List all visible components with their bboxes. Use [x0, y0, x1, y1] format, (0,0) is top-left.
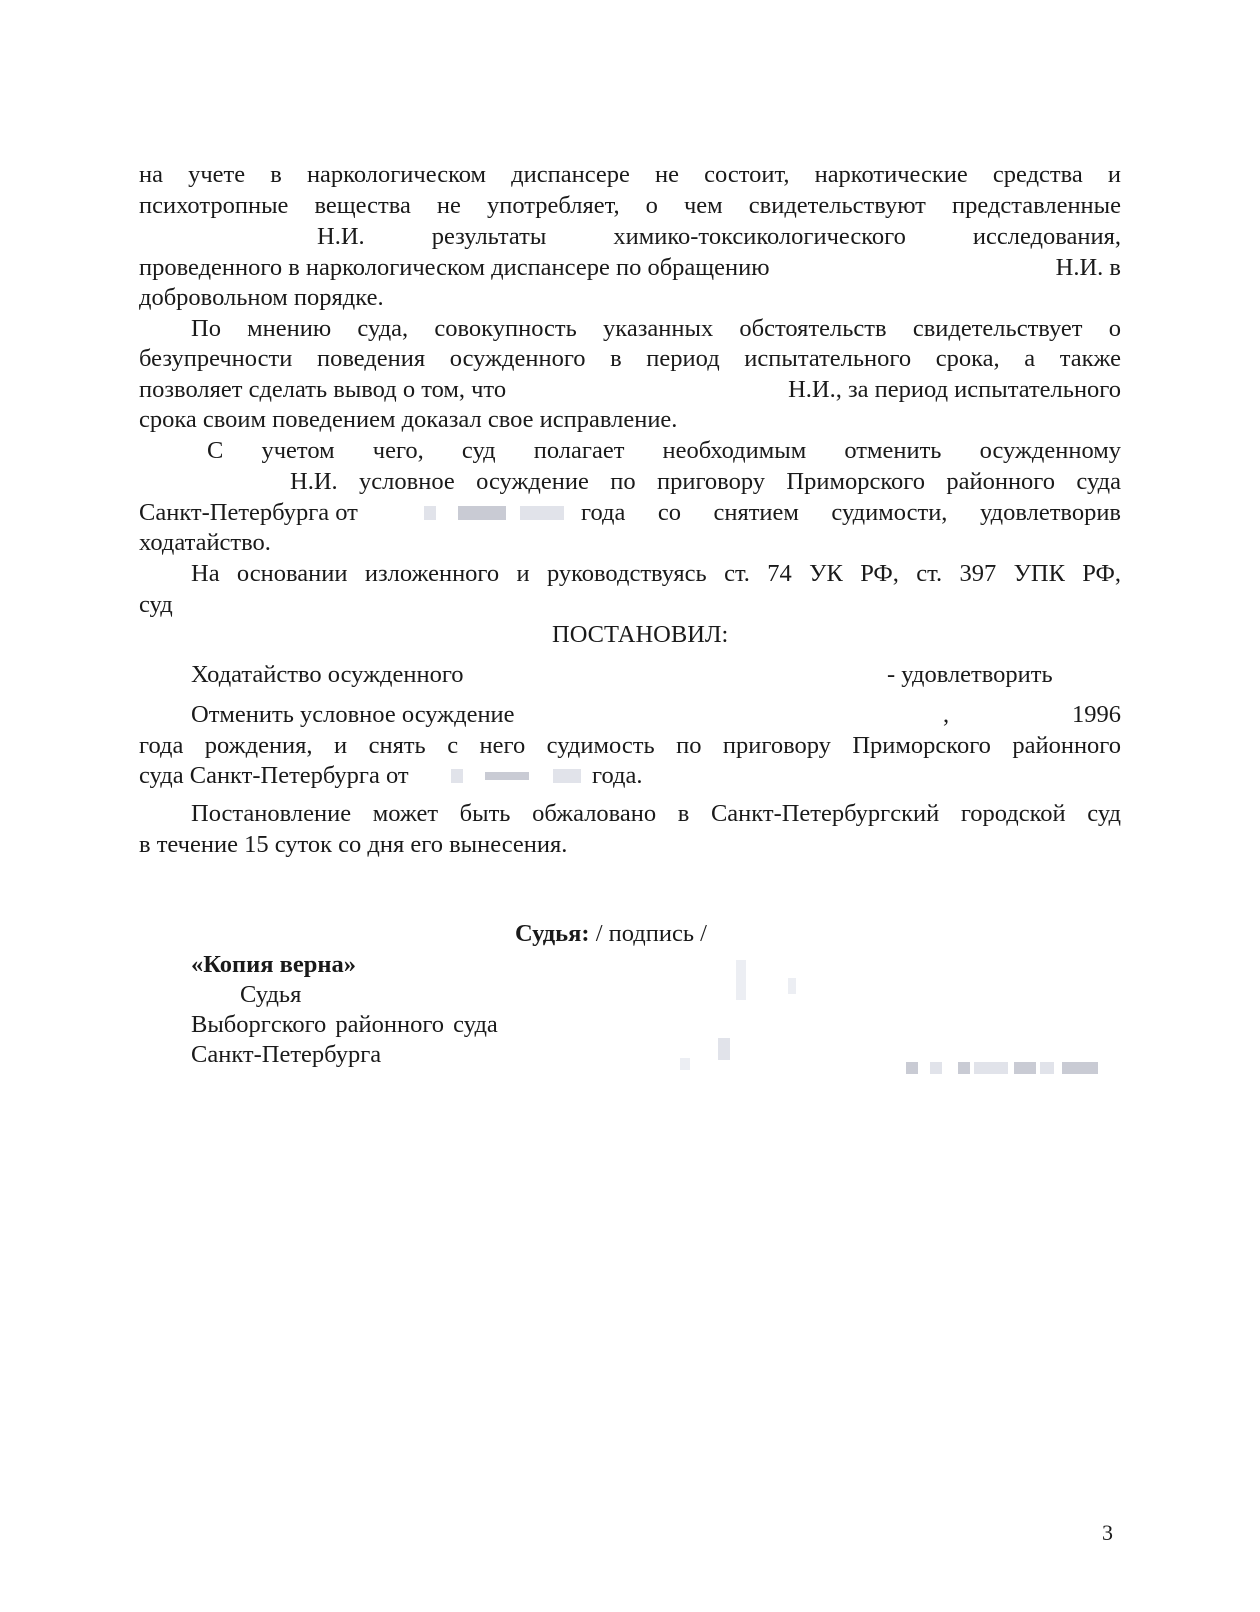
- decision-2-line-2: года рождения, и снять с него судимость по приговору Приморского районного: [139, 732, 1121, 759]
- p1-line-3: Н.И. результаты химико-токсикологического исследования,: [317, 223, 1121, 250]
- redaction-block: [788, 978, 796, 994]
- redaction-block: [1040, 1062, 1054, 1074]
- redaction-block: [451, 769, 463, 783]
- p2-line-2: безупречности поведения осужденного в период испытательного срока, а также: [139, 345, 1121, 372]
- redaction-block: [718, 1038, 730, 1060]
- decision-heading: ПОСТАНОВИЛ:: [552, 621, 729, 648]
- redaction-block: [1014, 1062, 1036, 1074]
- redaction-block: [974, 1062, 1008, 1074]
- page-number: 3: [1102, 1520, 1113, 1545]
- decision-3-line-2: в течение 15 суток со дня его вынесения.: [139, 831, 568, 858]
- decision-2-line-3-end: года.: [592, 762, 643, 789]
- p3-line-3-end: года со снятием судимости, удовлетворив: [581, 499, 1121, 526]
- redaction-block: [553, 769, 581, 783]
- redaction-block: [906, 1062, 918, 1074]
- decision-2-comma: ,: [943, 701, 950, 728]
- redaction-block: [520, 506, 564, 520]
- signature-placeholder: / подпись /: [595, 920, 707, 947]
- decision-2-year: 1996: [1072, 701, 1121, 728]
- p1-line-2: психотропные вещества не употребляет, о чем свидетельствуют представленные: [139, 192, 1121, 219]
- p1-line-4: проведенного в наркологическом диспансере по обращению: [139, 254, 770, 281]
- redaction-block: [958, 1062, 970, 1074]
- p3-line-1: С учетом чего, суд полагает необходимым отменить осужденному: [207, 437, 1121, 464]
- p2-line-3: позволяет сделать вывод о том, что: [139, 376, 507, 403]
- p3-line-3: Санкт-Петербурга от: [139, 499, 358, 526]
- p1-line-5: добровольном порядке.: [139, 284, 384, 311]
- p4-line-2: суд: [139, 591, 173, 618]
- decision-1-left: Ходатайство осужденного: [191, 661, 464, 688]
- p4-line-1: На основании изложенного и руководствуясь ст. 74 УК РФ, ст. 397 УПК РФ,: [191, 560, 1121, 587]
- certifier-court: Выборгского районного суда: [191, 1011, 498, 1038]
- decision-1-right: - удовлетворить: [887, 661, 1053, 688]
- p2-line-4: срока своим поведением доказал свое исправление.: [139, 406, 678, 433]
- decision-3-line-1: Постановление может быть обжаловано в Санкт-Петербургский городской суд: [191, 800, 1121, 827]
- redaction-block: [485, 772, 529, 780]
- p2-line-3-end: Н.И., за период испытательного: [788, 376, 1121, 403]
- p1-line-4-end: Н.И. в: [1055, 254, 1121, 281]
- p3-line-4: ходатайство.: [139, 529, 271, 556]
- p1-line-1: на учете в наркологическом диспансере не состоит, наркотические средства и: [139, 161, 1121, 188]
- judge-label: Судья:: [515, 920, 590, 947]
- redaction-block: [930, 1062, 942, 1074]
- certifier-city: Санкт-Петербурга: [191, 1041, 382, 1068]
- judge-signature-line: [515, 919, 707, 949]
- redaction-block: [1062, 1062, 1098, 1074]
- p3-line-2: Н.И. условное осуждение по приговору Приморского районного суда: [290, 468, 1121, 495]
- certifier-title: Судья: [240, 981, 302, 1008]
- redaction-block: [424, 506, 436, 520]
- redaction-block: [736, 960, 746, 1000]
- decision-2-left: Отменить условное осуждение: [191, 701, 515, 728]
- copy-verified-label: «Копия верна»: [191, 951, 357, 978]
- decision-2-line-3: суда Санкт-Петербурга от: [139, 762, 409, 789]
- redaction-block: [680, 1058, 690, 1070]
- p2-line-1: По мнению суда, совокупность указанных обстоятельств свидетельствует о: [191, 315, 1121, 342]
- redaction-block: [458, 506, 506, 520]
